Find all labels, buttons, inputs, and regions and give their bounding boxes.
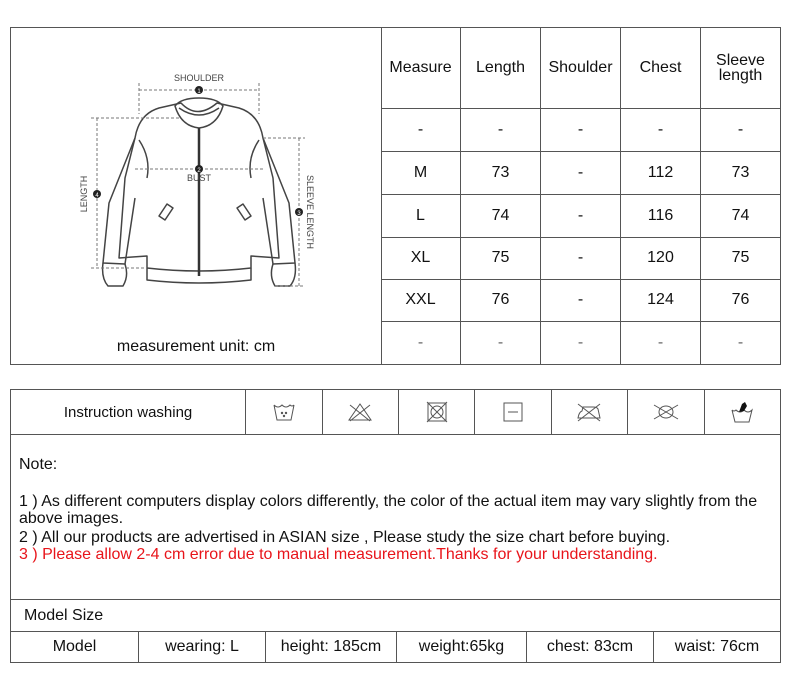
model-cell-waist: waist: 76cm	[674, 638, 760, 655]
header-measure: Measure	[381, 28, 461, 108]
do-not-tumble-dry-icon	[399, 390, 475, 434]
svg-text:3: 3	[297, 211, 301, 217]
note-title: Note:	[19, 456, 58, 473]
bust-label: BUST	[186, 173, 212, 183]
table-row: L 74 - 116 74	[381, 194, 780, 237]
size-table	[381, 28, 780, 364]
measurement-unit: measurement unit: cm	[116, 338, 276, 355]
do-not-iron-icon	[552, 390, 628, 434]
svg-text:1: 1	[197, 89, 201, 95]
shoulder-label: SHOULDER	[173, 73, 225, 83]
model-size-row	[10, 631, 781, 663]
model-cell-wearing: wearing: L	[139, 632, 266, 662]
washing-instructions	[10, 389, 781, 435]
svg-text:4: 4	[95, 193, 99, 199]
notes-section	[10, 434, 781, 600]
svg-text:2: 2	[197, 168, 201, 174]
size-chart-section	[10, 27, 781, 365]
table-row: XXL 76 - 124 76	[381, 279, 780, 321]
table-row: - - - - -	[381, 321, 780, 364]
note-item: 2 ) All our products are advertised in ASIAN size , Please study the size chart before buying.	[19, 529, 671, 546]
do-not-dry-clean-icon	[628, 390, 704, 434]
jacket-diagram	[11, 28, 382, 364]
model-size-title: Model Size	[24, 607, 104, 624]
length-label: LENGTH	[79, 175, 89, 213]
header-shoulder: Shoulder	[541, 28, 621, 108]
table-row: - - - - -	[381, 108, 780, 151]
washing-label: Instruction washing	[11, 390, 246, 434]
note-item: 1 ) As different computers display colors differently, the color of the actual item may vary slightly from the above images.	[19, 493, 758, 527]
model-cell-label: Model	[11, 632, 139, 662]
model-size-header	[10, 599, 781, 632]
jacket-outline	[11, 28, 381, 328]
sleeve-label: SLEEVE LENGTH	[305, 174, 315, 250]
header-length: Length	[461, 28, 541, 108]
hand-wash-icon	[705, 390, 780, 434]
note-item-highlight: 3 ) Please allow 2-4 cm error due to manual measurement.Thanks for your understanding.	[19, 546, 658, 563]
table-row: M 73 - 112 73	[381, 151, 780, 194]
hand-wash-30-icon	[246, 390, 322, 434]
header-chest: Chest	[621, 28, 701, 108]
model-cell-weight: weight:65kg	[397, 632, 527, 662]
header-sleeve-length: Sleeve length	[701, 28, 781, 108]
model-cell-height: height: 185cm	[266, 632, 397, 662]
do-not-bleach-icon	[323, 390, 399, 434]
model-cell-chest: chest: 83cm	[527, 632, 654, 662]
table-row: XL 75 - 120 75	[381, 237, 780, 279]
line-dry-icon	[475, 390, 551, 434]
